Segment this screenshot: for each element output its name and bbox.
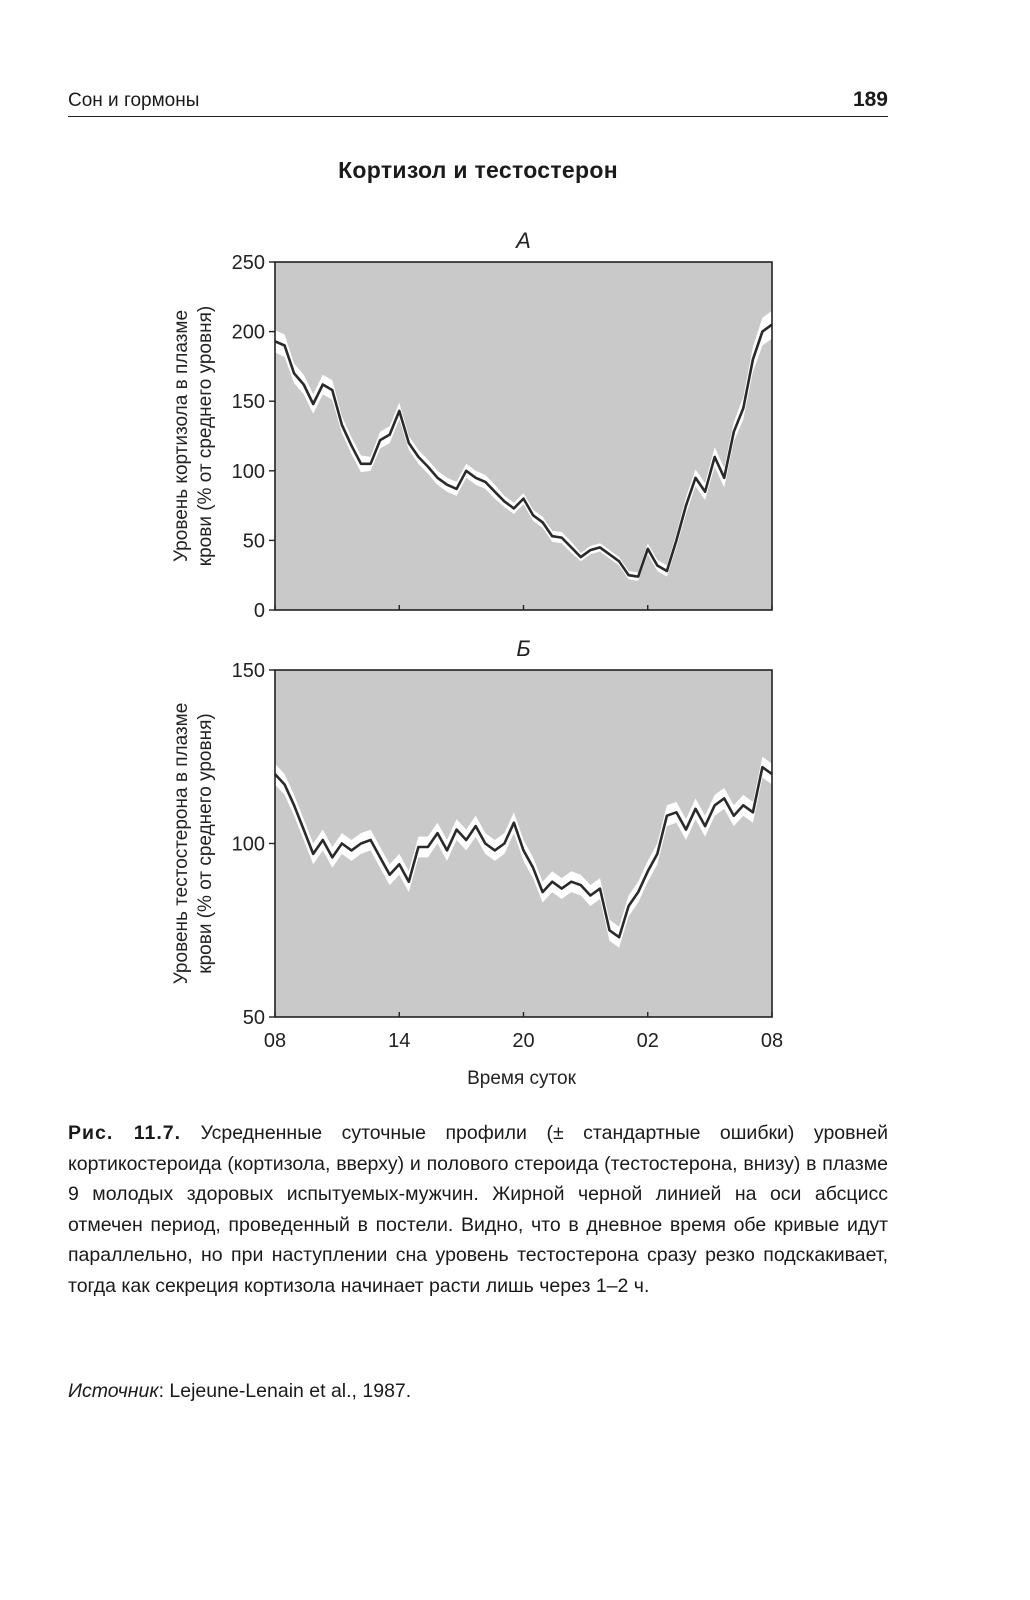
caption-label: Рис. 11.7. [68,1122,182,1144]
y-axis-label-1: Уровень кортизола в плазме [171,309,192,563]
figure-caption [68,1118,888,1301]
source-label: Источник [68,1380,159,1402]
y-tick-label-2: 100 [231,833,265,856]
x-axis-label: Время суток [467,1068,576,1089]
y-tick-label-1: 0 [253,600,265,622]
y-tick-label-1: 100 [231,460,265,483]
source-text: : Lejeune-Lenain et al., 1987. [158,1380,412,1402]
x-tick-label: 08 [263,1030,287,1052]
y-tick-label-1: 250 [231,252,265,274]
caption-text: Усредненные суточные профили (± стандартные ошибки) уровней кортикостероида (кортизола, вверху) и полового стероида (тестостерона, внизу) в плазме 9 молодых здоровых испытуемых-мужчин. Жирной черной линией на оси абсцисс отмечен период, проведенный в постели. Видно, что в дневное время обе кривые идут параллельно, но при наступлении сна уровень тестостерона сразу резко подскакивает, тогда как секреция кортизола начинает расти лишь через 1–2 ч. [68,1122,888,1297]
y-tick-label-2: 50 [242,1007,265,1029]
y-tick-label-2: 150 [231,660,265,682]
x-tick-label: 02 [636,1030,659,1052]
y-tick-label-1: 200 [231,321,265,344]
y-axis-label-1: крови (% от среднего уровня) [195,305,216,567]
panel-label-1: А [516,228,531,253]
page-number: 189 [852,88,888,111]
running-head: Сон и гормоны [68,90,200,111]
x-tick-label: 14 [388,1030,411,1052]
y-axis-label-2: Уровень тестостерона в плазме [171,702,192,985]
figure-source [68,1380,888,1403]
y-tick-label-1: 50 [242,530,265,553]
panel-label-2: Б [516,636,531,661]
figure-title: Кортизол и тестостерон [338,157,618,183]
y-tick-label-1: 150 [231,391,265,414]
y-axis-label-2: крови (% от среднего уровня) [195,713,216,974]
x-tick-label: 20 [512,1030,535,1052]
x-tick-label: 08 [760,1030,784,1052]
